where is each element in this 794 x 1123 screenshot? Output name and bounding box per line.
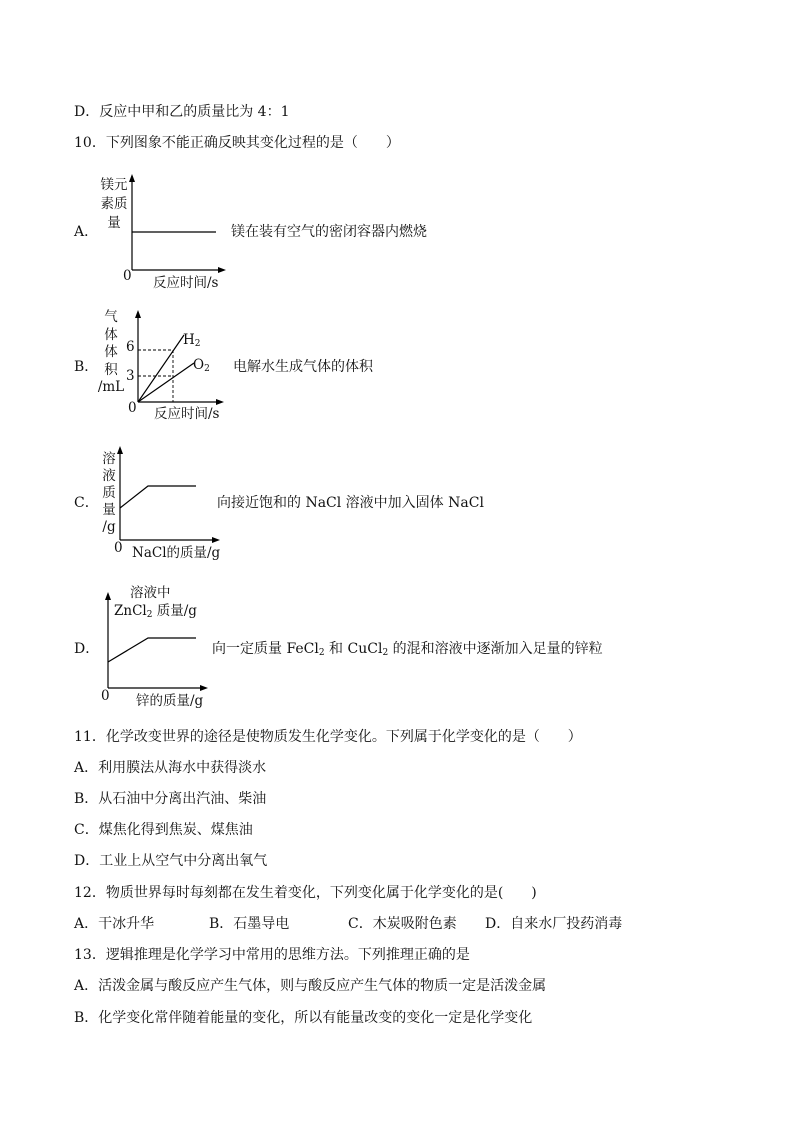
q10-d-caption-subscript: 2 — [318, 648, 325, 658]
q10-a-x-axis-arrow — [218, 267, 226, 273]
q10-b-o2-symbol: O — [193, 357, 205, 373]
q12-option-d: D．自来水厂投药消毒 — [485, 916, 623, 932]
q11-option-b: B．从石油中分离出汽油、柴油 — [74, 791, 267, 807]
q10-c-y-label-line: 量 — [102, 502, 116, 518]
q9-option-d: D．反应中甲和乙的质量比为 4：1 — [74, 104, 290, 120]
q10-c-y-label-line: /g — [102, 519, 116, 535]
q10-d-series-zncl2-mass — [108, 638, 196, 662]
q10-d-y-axis-label-top: 溶液中 — [130, 585, 171, 601]
q10-a-caption: 镁在装有空气的密闭容器内燃烧 — [231, 224, 427, 240]
q11-option-d: D．工业上从空气中分离出氧气 — [74, 853, 268, 869]
q10-c-y-label-line: 质 — [102, 485, 116, 501]
q10-a-y-label-line: 素质 — [100, 196, 128, 212]
q10-b-y-axis-arrow — [135, 310, 141, 318]
q10-b-x-axis-arrow — [216, 399, 224, 405]
q10-b-series-o2 — [138, 363, 194, 402]
q10-b-o2-label — [193, 357, 210, 378]
q10-d-y-formula-subscript: 2 — [146, 610, 153, 620]
q12-stem: 12．物质世界每时每刻都在发生着变化，下列变化属于化学变化的是( ) — [74, 885, 537, 901]
q10-b-o2-subscript: 2 — [204, 364, 210, 374]
q10-a-y-label-line: 量 — [107, 215, 121, 231]
q10-d-caption-part: 向一定质量 FeCl — [212, 641, 319, 657]
q10-d-origin: 0 — [101, 688, 110, 704]
q11-option-a: A．利用膜法从海水中获得淡水 — [74, 760, 267, 776]
q10-b-y-label-line: 气 — [104, 309, 118, 325]
q10-b-y-axis-label — [96, 309, 126, 397]
q12-option-a: A．干冰升华 — [74, 916, 155, 932]
q10-b-series-h2 — [138, 335, 184, 402]
q10-b-tick-6: 6 — [126, 339, 135, 355]
q10-d-graph — [102, 592, 214, 692]
q10-b-h2-label — [183, 332, 201, 353]
q10-b-y-label-line: 积 — [104, 361, 118, 378]
q10-b-graph — [128, 310, 228, 405]
q11-stem: 11．化学改变世界的途径是使物质发生化学变化。下列属于化学变化的是（ ） — [74, 729, 582, 745]
q10-a-y-axis-arrow — [129, 174, 135, 182]
q10-a-origin: 0 — [123, 268, 132, 284]
q11-option-c: C．煤焦化得到焦炭、煤焦油 — [74, 822, 253, 838]
q10-c-y-label-line: 液 — [102, 468, 116, 484]
q12-option-c: C．木炭吸附色素 — [348, 916, 457, 932]
q10-d-x-axis-label: 锌的质量/g — [136, 693, 204, 709]
q10-d-caption-subscript: 2 — [382, 648, 389, 658]
q10-d-y-axis-arrow — [105, 592, 111, 600]
q10-stem: 10．下列图象不能正确反映其变化过程的是（ ） — [74, 135, 400, 151]
q10-b-y-label-line: 体 — [104, 344, 118, 360]
q10-option-b-label: B． — [74, 359, 99, 375]
q10-c-x-axis-label: NaCl的质量/g — [132, 545, 221, 561]
q10-b-x-axis-label: 反应时间/s — [154, 406, 220, 422]
q10-option-c-label: C． — [74, 495, 99, 511]
q10-option-d-label: D． — [74, 641, 100, 657]
q10-a-x-axis-label: 反应时间/s — [153, 275, 219, 291]
q10-b-y-label-line: /mL — [97, 379, 125, 395]
q10-c-y-axis-arrow — [117, 446, 123, 454]
q10-b-h2-subscript: 2 — [194, 339, 201, 349]
q10-c-graph — [112, 446, 224, 544]
q12-option-b: B．石墨导电 — [209, 916, 290, 932]
q10-b-h2-symbol: H — [183, 332, 195, 348]
q10-a-graph — [120, 174, 230, 274]
q10-d-caption-part: 的混和溶液中逐渐加入足量的锌粒 — [388, 641, 603, 657]
q10-c-x-axis-arrow — [212, 537, 220, 543]
q10-b-y-label-line: 体 — [104, 326, 118, 343]
q13-option-a: A．活泼金属与酸反应产生气体，则与酸反应产生气体的物质一定是活泼金属 — [74, 978, 547, 994]
q10-c-caption: 向接近饱和的 NaCl 溶液中加入固体 NaCl — [217, 495, 484, 511]
q10-d-x-axis-arrow — [200, 685, 208, 691]
q10-d-y-unit: 质量/g — [152, 603, 197, 619]
q10-c-y-label-line: 溶 — [102, 451, 116, 467]
q10-c-origin: 0 — [114, 540, 123, 556]
q13-option-b: B．化学变化常伴随着能量的变化，所以有能量改变的变化一定是化学变化 — [74, 1010, 533, 1026]
q10-d-caption-part: 和 CuCl — [324, 641, 383, 657]
q10-a-y-label-line: 镁元 — [100, 177, 128, 193]
q10-b-origin: 0 — [128, 400, 137, 416]
q10-b-tick-3: 3 — [126, 368, 135, 384]
q10-c-series-solution-mass — [120, 486, 196, 508]
q10-d-caption — [212, 640, 603, 662]
q10-option-a-label: A． — [74, 224, 99, 240]
q10-b-caption: 电解水生成气体的体积 — [233, 359, 373, 375]
q13-stem: 13．逻辑推理是化学学习中常用的思维方法。下列推理正确的是 — [74, 947, 470, 963]
q10-d-y-formula: ZnCl — [114, 603, 147, 619]
